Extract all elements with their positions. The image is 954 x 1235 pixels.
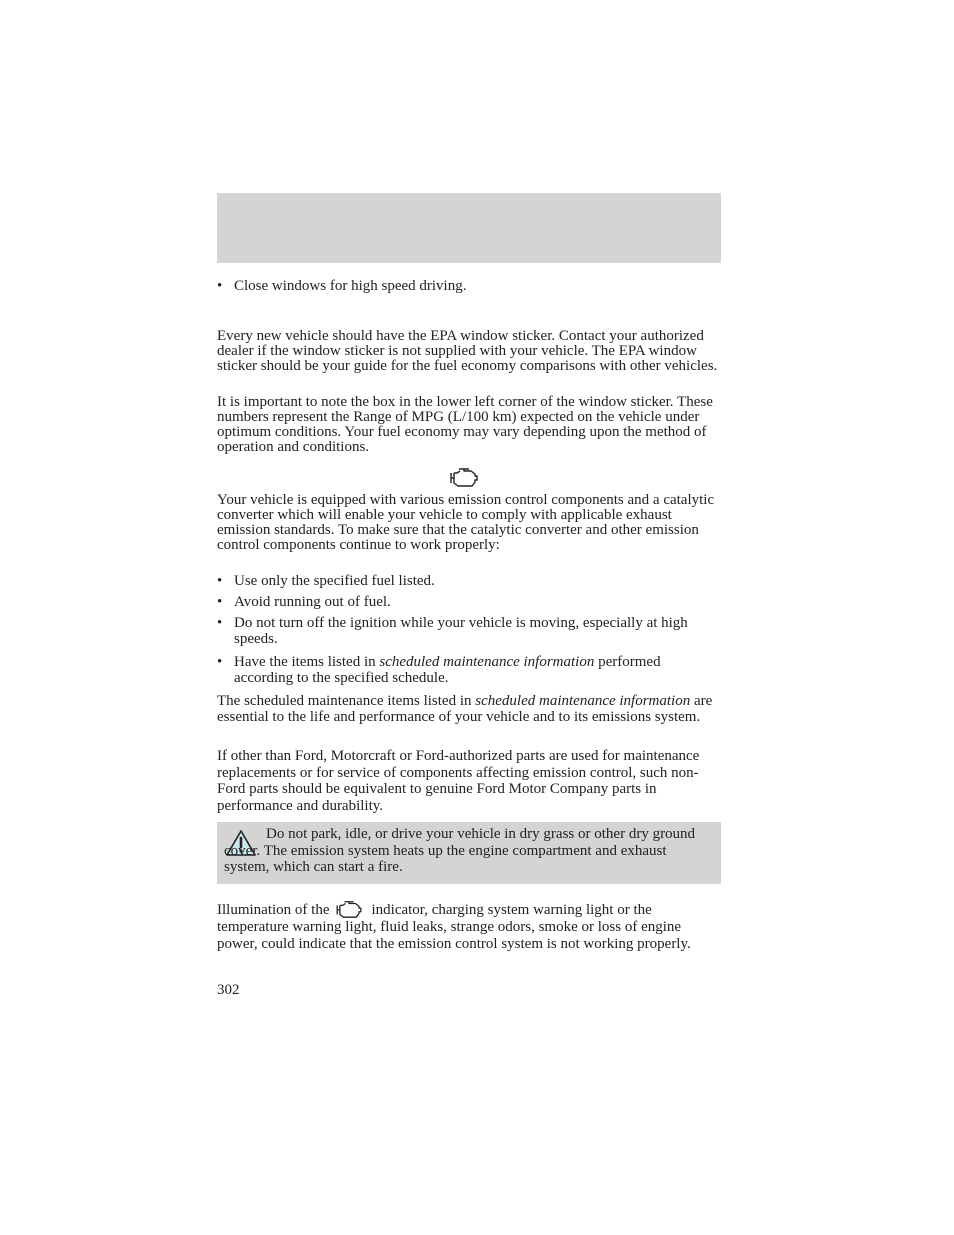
check-engine-icon: [333, 899, 365, 919]
list-item: [217, 278, 722, 294]
list-item-text: Close windows for high speed driving.: [234, 278, 467, 294]
bullet-dot: •: [217, 278, 223, 294]
check-engine-icon: [448, 466, 480, 488]
paragraph-text: Illumination of the indicator, charging system warning light or the temperature warning light, fluid leaks, strange odors, smoke or loss of engine power, could indicate that the emission control system is not working properly.: [217, 899, 722, 953]
paragraph: [217, 395, 722, 455]
paragraph-text: It is important to note the box in the lower left corner of the window sticker. These numbers represent the Range of MPG (L/100 km) expected on the vehicle under optimum conditions. Your fuel economy may vary depending upon the method of operation and conditions.: [217, 394, 713, 455]
warning-text: Do not park, idle, or drive your vehicle in dry grass or other dry ground cover. The emission system heats up the engine compartment and exhaust system, which can start a fire.: [224, 826, 696, 875]
paragraph-text: Every new vehicle should have the EPA window sticker. Contact your authorized dealer if the window sticker is not supplied with your vehicle. The EPA window sticker should be your guide for the fuel economy comparisons with other vehicles.: [217, 328, 718, 374]
page-number: 302: [217, 982, 240, 998]
paragraph: [217, 329, 722, 374]
list-item: [217, 573, 722, 589]
paragraph: [217, 493, 722, 553]
bullet-dot: •: [217, 573, 223, 589]
list-item: [217, 615, 722, 647]
paragraph-text: The scheduled maintenance items listed in scheduled maintenance information are essential to the life and performance of your vehicle and to its emissions system.: [217, 693, 713, 725]
list-item-text: Use only the specified fuel listed.: [234, 573, 435, 589]
maintenance-reference: scheduled maintenance information: [475, 693, 691, 709]
paragraph-text: If other than Ford, Motorcraft or Ford-authorized parts are used for maintenance replacements or for service of components affecting emission control, such non-Ford parts should be equivalent to genuine Ford Motor Company parts in performance and durability.: [217, 748, 700, 814]
section-header-bar: [217, 193, 721, 263]
warning-box: [217, 822, 721, 884]
bullet-dot: •: [217, 594, 223, 610]
list-item: [217, 594, 722, 610]
paragraph: [217, 693, 722, 725]
bullet-dot: •: [217, 615, 223, 631]
list-item-text: Avoid running out of fuel.: [234, 594, 391, 610]
list-item-text: Have the items listed in scheduled maintenance information performed according to the specified schedule.: [234, 654, 661, 686]
list-item-text: Do not turn off the ignition while your vehicle is moving, especially at high speeds.: [234, 615, 688, 647]
bullet-dot: •: [217, 654, 223, 670]
list-item: [217, 654, 722, 686]
maintenance-reference: scheduled maintenance information: [379, 654, 595, 670]
paragraph: [217, 748, 722, 814]
paragraph-text: Your vehicle is equipped with various emission control components and a catalytic converter which will enable your vehicle to comply with applicable exhaust emission standards. To make sure that the catalytic converter and other emission control components continue to work properly:: [217, 492, 715, 553]
paragraph: [217, 899, 722, 953]
